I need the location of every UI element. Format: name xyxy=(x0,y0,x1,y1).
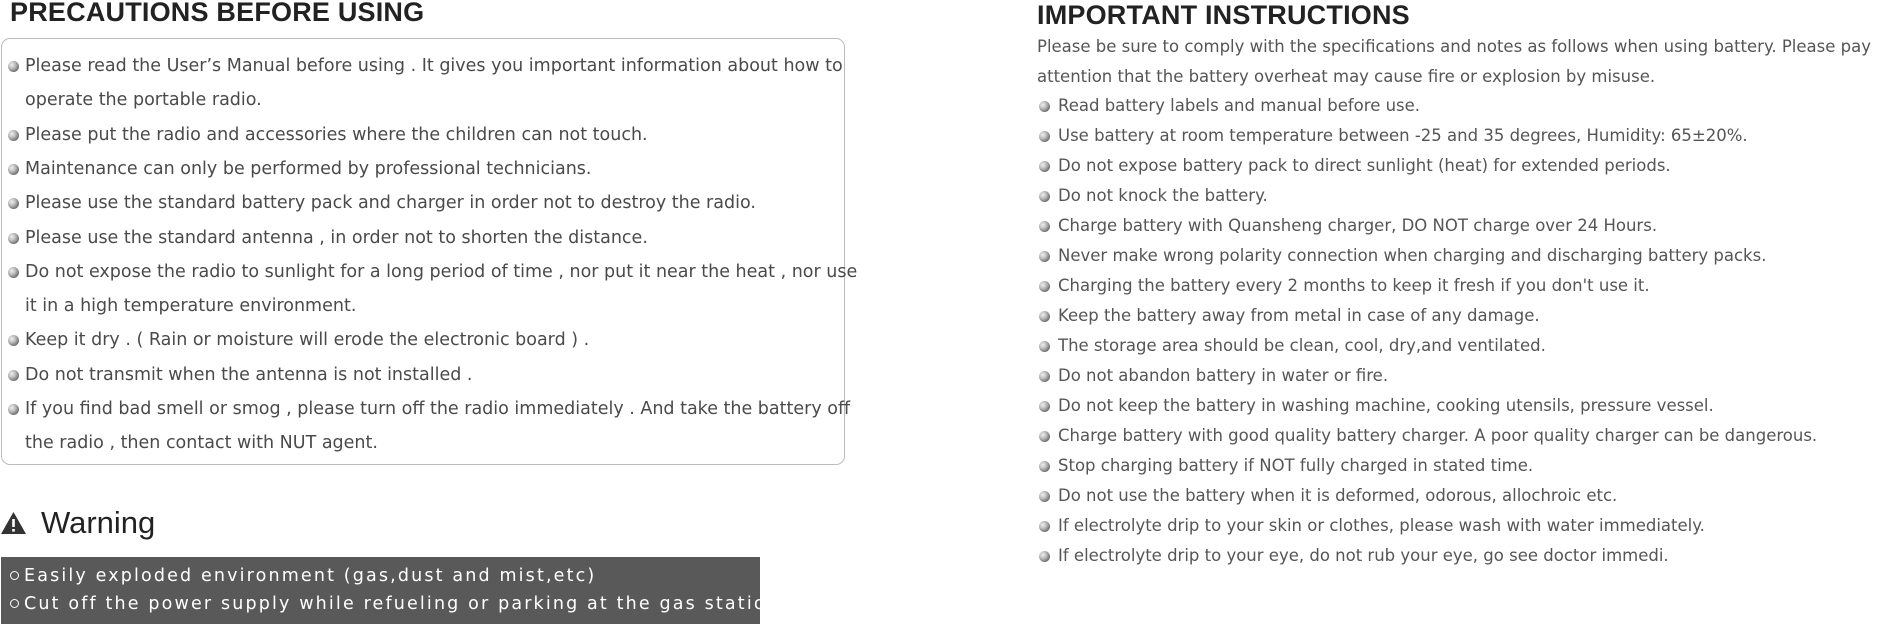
warning-label: Warning xyxy=(41,505,156,540)
precaution-line: Please read the User’s Manual before using . It gives you important information about how to xyxy=(25,56,843,76)
instruction-text: Charge battery with good quality battery charger. A poor quality charger can be dangerous. xyxy=(1058,426,1818,445)
precaution-line: Please use the standard antenna , in order not to shorten the distance. xyxy=(25,227,648,248)
warning-item: Easily exploded environment (gas,dust and mist,etc) xyxy=(10,563,596,589)
instruction-text: Use battery at room temperature between -25 and 35 degrees, Humidity: 65±20%. xyxy=(1058,126,1748,145)
ring-bullet-icon xyxy=(10,571,19,580)
precaution-line: operate the portable radio. xyxy=(25,90,262,111)
bullet-icon xyxy=(8,164,19,175)
bullet-icon xyxy=(1039,551,1050,562)
instruction-text: Do not use the battery when it is deformed, odorous, allochroic etc. xyxy=(1058,486,1618,505)
bullet-icon xyxy=(1039,521,1050,532)
bullet-icon xyxy=(1039,461,1050,472)
warning-triangle-icon xyxy=(0,511,27,535)
bullet-icon xyxy=(8,233,19,244)
precaution-line: the radio , then contact with NUT agent. xyxy=(25,433,378,454)
instruction-text: Do not expose battery pack to direct sunlight (heat) for extended periods. xyxy=(1058,156,1671,175)
bullet-icon xyxy=(1039,101,1050,112)
bullet-icon xyxy=(1039,401,1050,412)
precaution-line: Do not transmit when the antenna is not installed . xyxy=(25,364,473,385)
intro-line: Please be sure to comply with the specifications and notes as follows when using battery. Please pay xyxy=(1037,37,1871,56)
bullet-icon xyxy=(1039,191,1050,202)
bullet-icon xyxy=(1039,161,1050,172)
instruction-text: If electrolyte drip to your skin or clothes, please wash with water immediately. xyxy=(1058,516,1705,535)
bullet-icon xyxy=(8,370,19,381)
intro-line: attention that the battery overheat may cause fire or explosion by misuse. xyxy=(1037,67,1656,86)
warning-box xyxy=(1,557,788,624)
precaution-line: Maintenance can only be performed by professional technicians. xyxy=(25,158,592,179)
precaution-line: Do not expose the radio to sunlight for a long period of time , nor put it near the heat , nor use xyxy=(25,261,858,282)
precaution-line: Please use the standard battery pack and charger in order not to destroy the radio. xyxy=(25,193,756,214)
bullet-icon xyxy=(1039,221,1050,232)
instructions-title: IMPORTANT INSTRUCTIONS xyxy=(1037,0,1410,30)
bullet-icon xyxy=(8,130,19,141)
bullet-icon xyxy=(1039,341,1050,352)
instruction-text: Charge battery with Quansheng charger, DO NOT charge over 24 Hours. xyxy=(1058,216,1658,235)
warning-item: Cut off the power supply while refueling or parking at the gas station. xyxy=(10,591,788,617)
instruction-text: Do not knock the battery. xyxy=(1058,186,1268,205)
bullet-icon xyxy=(8,61,19,72)
bullet-icon xyxy=(1039,371,1050,382)
instruction-text: Do not keep the battery in washing machine, cooking utensils, pressure vessel. xyxy=(1058,396,1714,415)
ring-bullet-icon xyxy=(10,599,19,608)
precautions-title: PRECAUTIONS BEFORE USING xyxy=(10,0,425,27)
bullet-icon xyxy=(1039,131,1050,142)
bullet-icon xyxy=(1039,431,1050,442)
instruction-text: Charging the battery every 2 months to keep it fresh if you don't use it. xyxy=(1058,276,1650,295)
bullet-icon xyxy=(1039,281,1050,292)
precaution-line: If you find bad smell or smog , please turn off the radio immediately . And take the battery off xyxy=(25,399,851,419)
precaution-line: it in a high temperature environment. xyxy=(25,296,357,317)
instructions-intro xyxy=(1037,32,1877,92)
bullet-icon xyxy=(1039,491,1050,502)
bullet-icon xyxy=(8,404,19,415)
bullet-icon xyxy=(1039,311,1050,322)
instruction-text: If electrolyte drip to your eye, do not rub your eye, go see doctor immedi. xyxy=(1058,546,1669,565)
instruction-text: Never make wrong polarity connection when charging and discharging battery packs. xyxy=(1058,246,1767,265)
bullet-icon xyxy=(8,267,19,278)
instruction-text: Read battery labels and manual before use. xyxy=(1058,96,1421,115)
instruction-text: The storage area should be clean, cool, dry,and ventilated. xyxy=(1058,336,1546,355)
instruction-text: Stop charging battery if NOT fully charged in stated time. xyxy=(1058,456,1534,475)
precaution-line: Please put the radio and accessories where the children can not touch. xyxy=(25,124,648,145)
bullet-icon xyxy=(1039,251,1050,262)
instruction-text: Keep the battery away from metal in case of any damage. xyxy=(1058,306,1540,325)
instruction-text: Do not abandon battery in water or fire. xyxy=(1058,366,1389,385)
precaution-line: Keep it dry . ( Rain or moisture will erode the electronic board ) . xyxy=(25,330,590,351)
